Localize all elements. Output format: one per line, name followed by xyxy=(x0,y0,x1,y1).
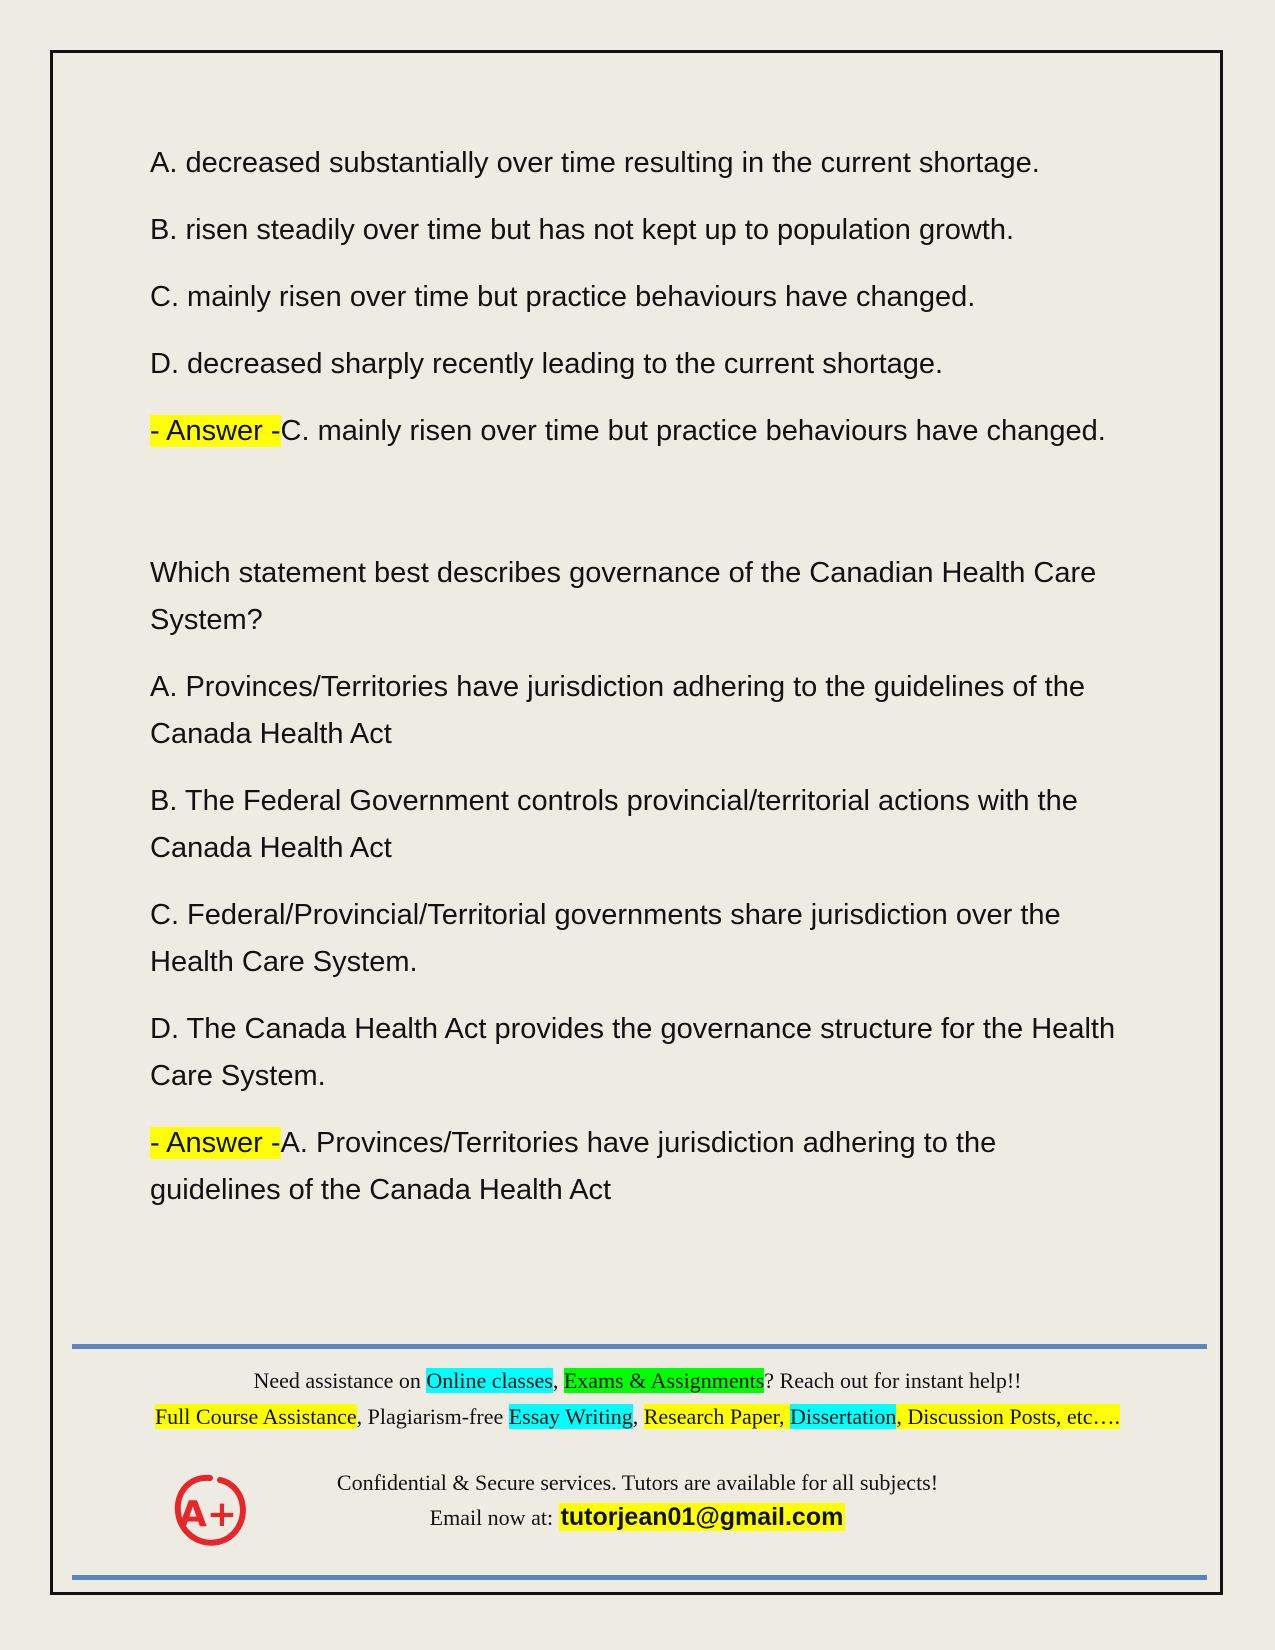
answer-label: - Answer - xyxy=(150,415,281,447)
a-plus-grade-icon xyxy=(170,1470,250,1550)
q2-option-b: B. The Federal Government controls provincial/territorial actions with the Canada Health Act xyxy=(150,785,1078,864)
spacer xyxy=(150,475,1130,550)
answer-label: - Answer - xyxy=(150,1127,281,1159)
q1-option-d: D. decreased sharply recently leading to the current shortage. xyxy=(150,348,944,380)
dissertation-highlight: Dissertation xyxy=(790,1404,897,1429)
discussion-highlight: , Discussion Posts, etc…. xyxy=(896,1404,1121,1429)
q2-option-d: D. The Canada Health Act provides the governance structure for the Health Care System. xyxy=(150,1013,1116,1092)
q1-option-a: A. decreased substantially over time resulting in the current shortage. xyxy=(150,147,1040,179)
footer-line-1 xyxy=(60,1366,1215,1396)
footer-bottom-rule xyxy=(72,1575,1207,1580)
logo-text: A+ xyxy=(178,1494,238,1535)
q2-option-a: A. Provinces/Territories have jurisdiction adhering to the guidelines of the Canada Health Act xyxy=(150,671,1085,750)
full-course-highlight: Full Course Assistance xyxy=(154,1404,357,1429)
exams-highlight: Exams & Assignments xyxy=(563,1368,765,1393)
q1-option-c: C. mainly risen over time but practice behaviours have changed. xyxy=(150,281,976,313)
question-content xyxy=(150,140,1130,1234)
footer-text: Need assistance on xyxy=(253,1368,427,1393)
q2-question: Which statement best describes governance of the Canadian Health Care System? xyxy=(150,557,1097,636)
footer-text: , xyxy=(552,1368,564,1393)
q1-option-b: B. risen steadily over time but has not kept up to population growth. xyxy=(150,214,1015,246)
essay-highlight: Essay Writing xyxy=(508,1404,633,1429)
footer-text: ? Reach out for instant help!! xyxy=(764,1368,1022,1393)
answer-text: C. mainly risen over time but practice behaviours have changed. xyxy=(280,415,1106,447)
footer-text: , Plagiarism-free xyxy=(356,1404,509,1429)
answer-text: A. Provinces/Territories have jurisdiction adhering to the guidelines of the Canada Health Act xyxy=(150,1127,997,1206)
research-highlight: Research Paper, xyxy=(643,1404,791,1429)
email-link[interactable]: tutorjean01@gmail.com xyxy=(560,1503,844,1531)
footer-line-3: Confidential & Secure services. Tutors are available for all subjects! xyxy=(336,1470,939,1495)
footer-top-rule xyxy=(72,1344,1207,1349)
q1-answer xyxy=(150,408,1130,455)
email-prefix: Email now at: xyxy=(429,1505,559,1530)
footer-text: , xyxy=(632,1404,644,1429)
footer-line-2 xyxy=(60,1402,1215,1432)
q2-answer xyxy=(150,1120,1130,1214)
footer-email-line xyxy=(300,1502,975,1533)
q2-option-c: C. Federal/Provincial/Territorial governments share jurisdiction over the Health Care System. xyxy=(150,899,1061,978)
online-classes-highlight: Online classes xyxy=(426,1368,553,1393)
